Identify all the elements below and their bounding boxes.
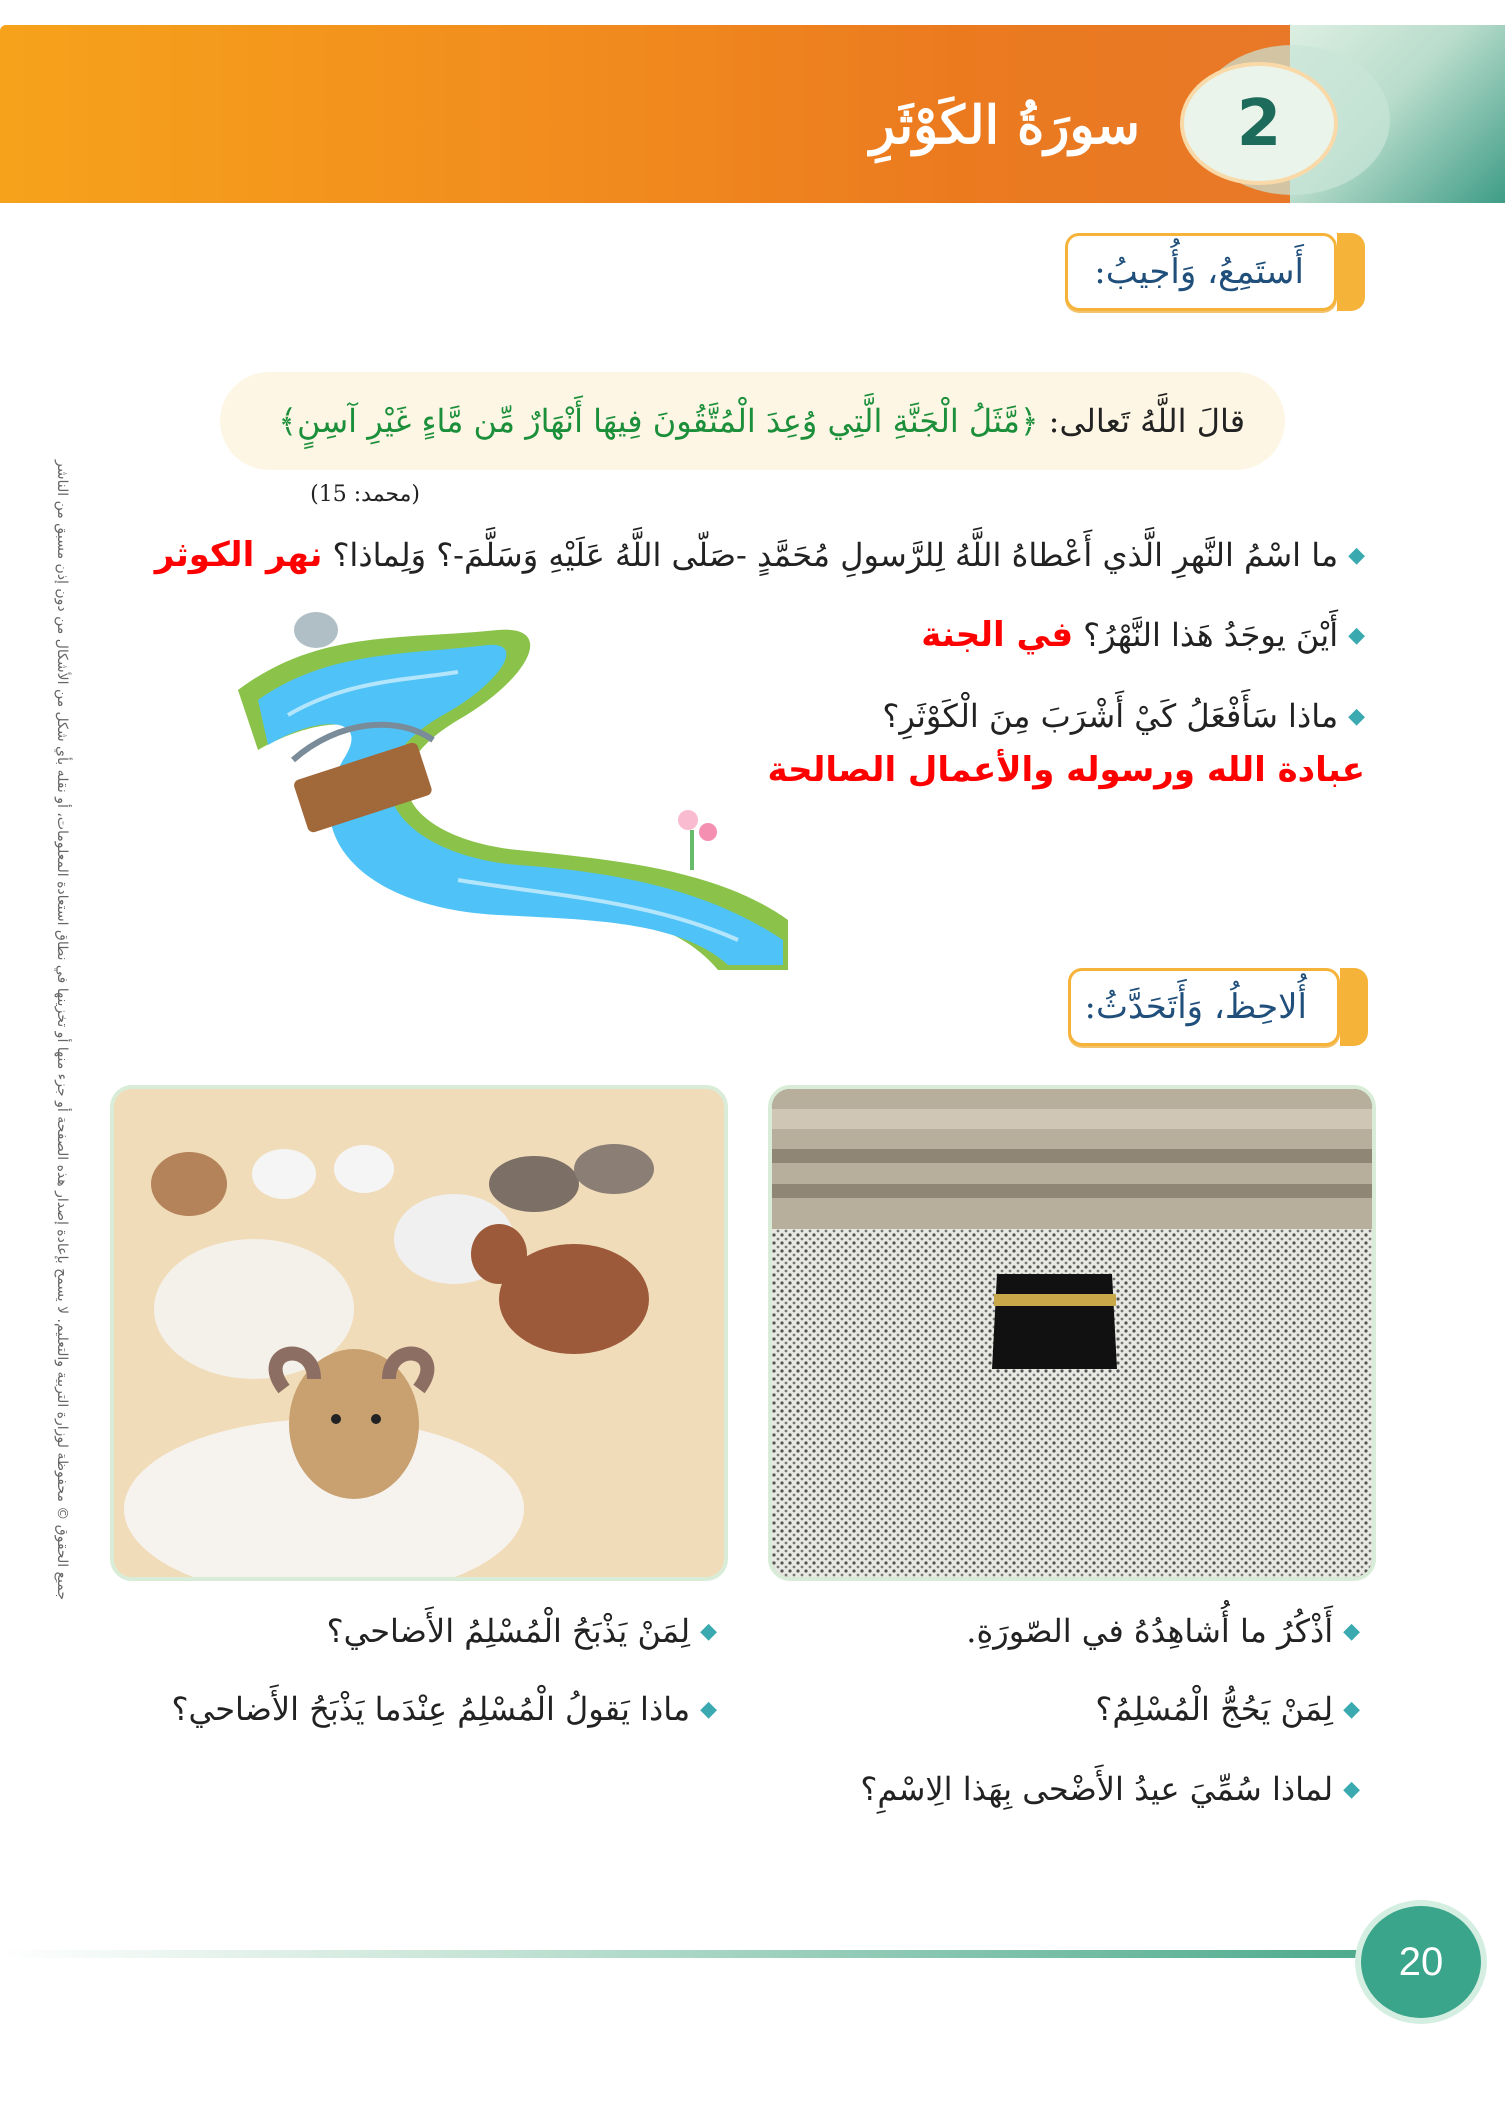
bullet-icon: ◆: [1348, 622, 1365, 648]
question-2: [921, 615, 1365, 655]
quran-verse-text: ﴿مَّثَلُ الْجَنَّةِ الَّتِي وُعِدَ الْمُتَّقُونَ فِيهَا أَنْهَارٌ مِّن مَّاءٍ غَيْرِ آسِنٍ﴾: [278, 402, 1039, 440]
kaaba-photo: [768, 1085, 1376, 1581]
sheep-drawing: [114, 1089, 724, 1577]
question-text: أَيْنَ يوجَدُ هَذا النَّهْرُ؟: [1083, 616, 1339, 654]
copyright-notice: جميع الحقوق © محفوظة لوزارة التربية والتعليم. لا يسمح بإعادة إصدار هذه الصفحة أو جزء منها أو تخزينها في نطاق استعادة المعلومات، أو نقله بأي شكل من الأشكال من دون إذن مسبق من الناشر: [54, 460, 70, 1600]
sheep-question-1: [327, 1612, 717, 1650]
question-text: لماذا سُمِّيَ عيدُ الأَضْحى بِهَذا الِاسْمِ؟: [860, 1770, 1334, 1808]
section-title-observe: أُلاحِظُ، وَأَتَحَدَّثُ:: [1068, 968, 1340, 1046]
bullet-icon: ◆: [1343, 1618, 1360, 1644]
page-number-badge: [1355, 1900, 1487, 2024]
footer-divider: [0, 1950, 1380, 1958]
quran-verse-banner: [220, 372, 1285, 470]
bullet-icon: ◆: [1343, 1776, 1360, 1802]
question-text: أَذْكُرُ ما أُشاهِدُهُ في الصّورَةِ.: [966, 1612, 1334, 1650]
section-tab-edge: [1340, 968, 1368, 1046]
bullet-icon: ◆: [1348, 703, 1365, 729]
lesson-number: 2: [1236, 86, 1282, 161]
bullet-icon: ◆: [700, 1618, 717, 1644]
header-banner: [0, 25, 1372, 203]
verse-reference: (محمد: 15): [310, 482, 420, 507]
kaaba-question-3: [860, 1770, 1360, 1808]
section-title-listen: أَستَمِعُ، وَأُجيبُ:: [1065, 233, 1337, 311]
kaaba-question-2: [1095, 1690, 1360, 1728]
section-tab-edge: [1337, 233, 1365, 311]
bullet-icon: ◆: [1348, 542, 1365, 568]
question-text: لِمَنْ يَذْبَحُ الْمُسْلِمُ الأَضاحي؟: [326, 1612, 691, 1650]
lesson-title: سورَةُ الكَوْثَرِ: [870, 94, 1140, 156]
sheep-question-2: [172, 1690, 717, 1728]
question-text: ماذا سَأَفْعَلُ كَيْ أَشْرَبَ مِنَ الْكَوْثَرِ؟: [882, 697, 1339, 735]
page-number: 20: [1398, 1939, 1444, 1984]
kaaba-drawing: [772, 1089, 1372, 1577]
question-text: ماذا يَقولُ الْمُسْلِمُ عِنْدَما يَذْبَحُ الأَضاحي؟: [171, 1690, 691, 1728]
section-tab-listen: [1065, 233, 1365, 311]
lesson-number-badge: [1180, 62, 1338, 185]
sheep-illustration: [110, 1085, 728, 1581]
answer-text: نهر الكوثر: [154, 535, 323, 575]
question-text: لِمَنْ يَحُجُّ الْمُسْلِمُ؟: [1095, 1690, 1334, 1728]
bullet-icon: ◆: [1343, 1696, 1360, 1722]
bullet-icon: ◆: [700, 1696, 717, 1722]
answer-text: في الجنة: [921, 615, 1074, 655]
question-1: [155, 535, 1365, 575]
kaaba-question-1: [966, 1612, 1360, 1650]
question-text: ما اسْمُ النَّهرِ الَّذي أَعْطاهُ اللَّهُ لِلرَّسولِ مُحَمَّدٍ -صَلّى اللَّهُ عَلَيْهِ وَسَلَّمَ-؟ وَلِماذا؟: [332, 536, 1339, 574]
quran-lead-text: قالَ اللَّهُ تَعالى:: [1048, 402, 1245, 440]
section-tab-observe: [1068, 968, 1368, 1046]
answer-3: عبادة الله ورسوله والأعمال الصالحة: [767, 750, 1365, 790]
question-3: [882, 697, 1365, 735]
river-illustration: [198, 610, 798, 970]
